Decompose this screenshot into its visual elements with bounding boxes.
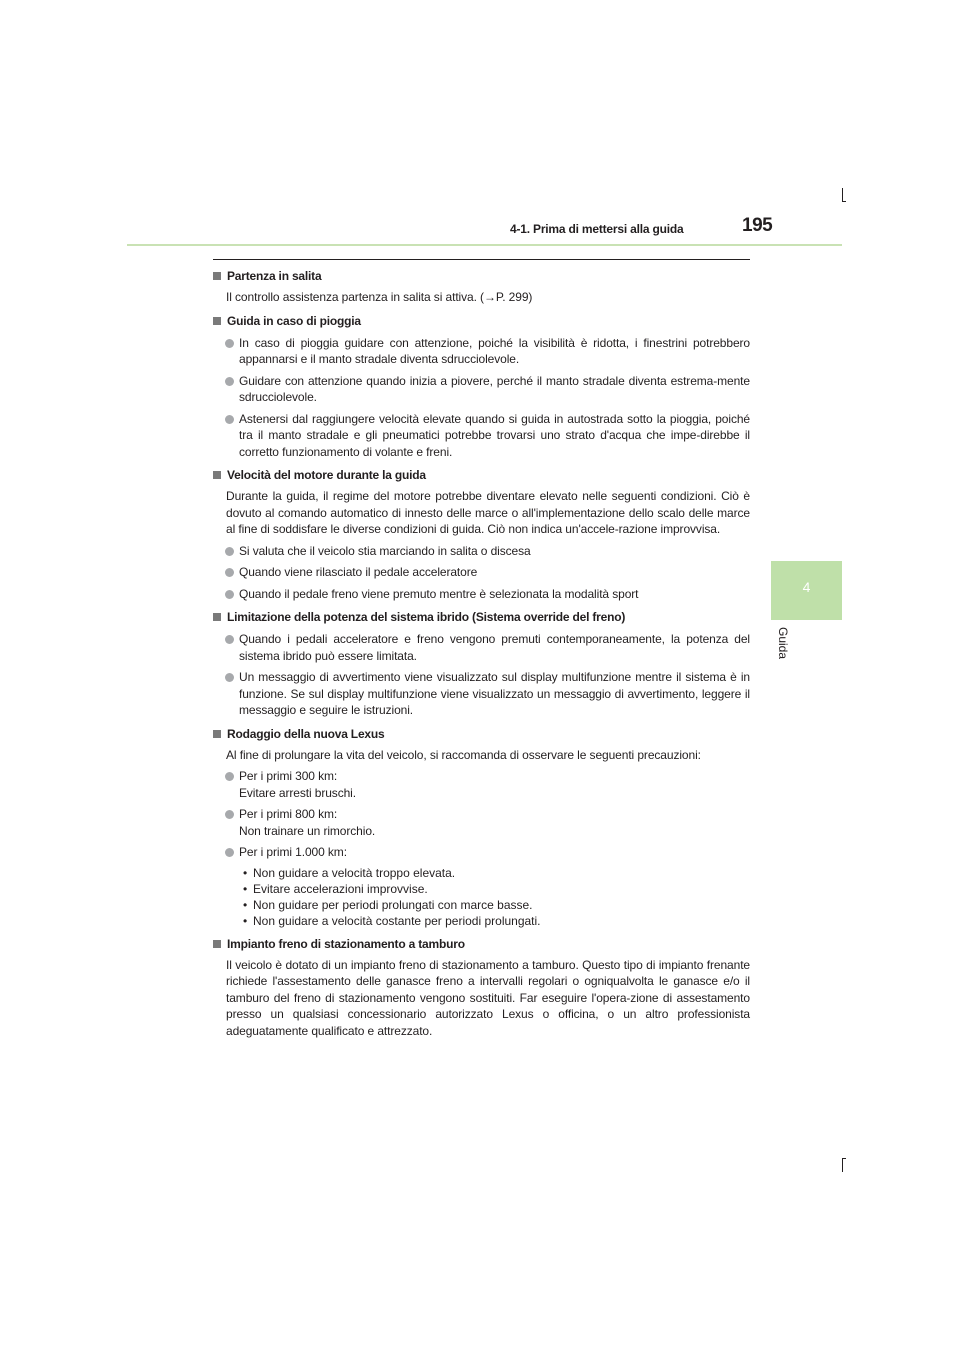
sub-list-item: • Evitare accelerazioni improvvise.	[243, 881, 428, 896]
square-bullet-icon	[213, 272, 221, 280]
header-rule	[127, 244, 842, 246]
list-item: Quando viene rilasciato il pedale acceleratore	[213, 564, 750, 581]
list-item: Per i primi 300 km: Evitare arresti bruschi.	[213, 768, 750, 801]
chapter-tab	[771, 561, 842, 620]
paragraph: Il controllo assistenza partenza in salita si attiva. (→P. 299)	[226, 290, 533, 304]
section-heading: Velocità del motore durante la guida	[213, 467, 750, 484]
list-item: Per i primi 1.000 km:	[213, 844, 750, 861]
square-bullet-icon	[213, 471, 221, 479]
section-break-in	[213, 726, 750, 929]
section-title: 4-1. Prima di mettersi alla guida	[510, 222, 684, 236]
list-item: Si valuta che il veicolo stia marciando in salita o discesa	[213, 543, 750, 560]
crop-mark-bottom	[842, 1158, 843, 1172]
section-engine-speed	[213, 467, 750, 602]
section-heading: Impianto freno di stazionamento a tamburo	[213, 936, 750, 953]
page-content	[213, 259, 750, 1046]
page-number: 195	[742, 215, 773, 236]
square-bullet-icon	[213, 940, 221, 948]
section-hybrid-power-limit	[213, 609, 750, 719]
round-bullet-icon	[225, 339, 234, 348]
round-bullet-icon	[225, 848, 234, 857]
page-header	[0, 0, 960, 250]
round-bullet-icon	[225, 810, 234, 819]
section-heading: Limitazione della potenza del sistema ibrido (Sistema override del freno)	[213, 609, 750, 626]
list-item: Un messaggio di avvertimento viene visualizzato sul display multifunzione mentre il sistema è in funzione. Se sul display multifunzione viene visualizzato un messaggio di avvertimento, leggere il messaggio e seguire le istruzioni.	[213, 669, 750, 719]
list-item: Astenersi dal raggiungere velocità elevate quando si guida in autostrada sotto la pioggia, poiché tra il manto stradale e gli pneumatici potrebbe trovarsi uno strato d'acqua che impe-direbbe il corretto funzionamento di volante e freni.	[213, 411, 750, 461]
section-hill-start	[213, 268, 750, 306]
round-bullet-icon	[225, 547, 234, 556]
paragraph: Il veicolo è dotato di un impianto freno di stazionamento a tamburo. Questo tipo di impianto frenante richiede l'assestamento delle ganasce freno a intervalli regolari o ogniqualvolta le ganasce e/o il tamburo del freno di stazionamento vengono sostituiti. Far eseguire l'opera-zione di assestamento presso un qualsiasi concessionario autorizzato Lexus o officina, o un altro professionista adeguatamente qualificato e attrezzato.	[226, 957, 750, 1038]
list-item: Guidare con attenzione quando inizia a piovere, perché il manto stradale diventa estrema-mente sdrucciolevole.	[213, 373, 750, 406]
crop-mark-bottom-tick	[842, 1158, 846, 1159]
section-heading: Partenza in salita	[213, 268, 750, 285]
paragraph: Durante la guida, il regime del motore potrebbe diventare elevato nelle seguenti condizioni. Ciò è dovuto al comando automatico di innesto delle marce o all'implementazione dello scalo delle marce al fine di soddisfare le diverse condizioni di guida. Ciò non indica un'accele-razione improvvisa.	[226, 489, 750, 536]
list-item: Quando i pedali acceleratore e freno vengono premuti contemporaneamente, la potenza del sistema ibrido può essere limitata.	[213, 631, 750, 664]
paragraph: Al fine di prolungare la vita del veicolo, si raccomanda di osservare le seguenti precauzioni:	[226, 747, 701, 762]
square-bullet-icon	[213, 317, 221, 325]
section-heading: Guida in caso di pioggia	[213, 313, 750, 330]
square-bullet-icon	[213, 613, 221, 621]
sub-list-item: • Non guidare a velocità costante per periodi prolungati.	[243, 913, 541, 928]
round-bullet-icon	[225, 590, 234, 599]
section-heading: Rodaggio della nuova Lexus	[213, 726, 750, 743]
chapter-number: 4	[802, 579, 811, 595]
sub-list-item: • Non guidare a velocità troppo elevata.	[243, 865, 456, 880]
list-item: Quando il pedale freno viene premuto mentre è selezionata la modalità sport	[213, 586, 750, 603]
round-bullet-icon	[225, 635, 234, 644]
square-bullet-icon	[213, 730, 221, 738]
chapter-label	[776, 627, 826, 677]
sub-list-item: • Non guidare per periodi prolungati con marce basse.	[243, 897, 533, 912]
round-bullet-icon	[225, 568, 234, 577]
round-bullet-icon	[225, 377, 234, 386]
round-bullet-icon	[225, 673, 234, 682]
chapter-label-text: Guida	[776, 627, 790, 660]
list-item: In caso di pioggia guidare con attenzione, poiché la visibilità è ridotta, i finestrini potrebbero appannarsi e il manto stradale diventa sdrucciolevole.	[213, 335, 750, 368]
section-rain-driving	[213, 313, 750, 461]
list-item: Per i primi 800 km: Non trainare un rimorchio.	[213, 806, 750, 839]
section-drum-parking-brake	[213, 936, 750, 1040]
content-rule	[213, 259, 750, 260]
round-bullet-icon	[225, 772, 234, 781]
round-bullet-icon	[225, 415, 234, 424]
